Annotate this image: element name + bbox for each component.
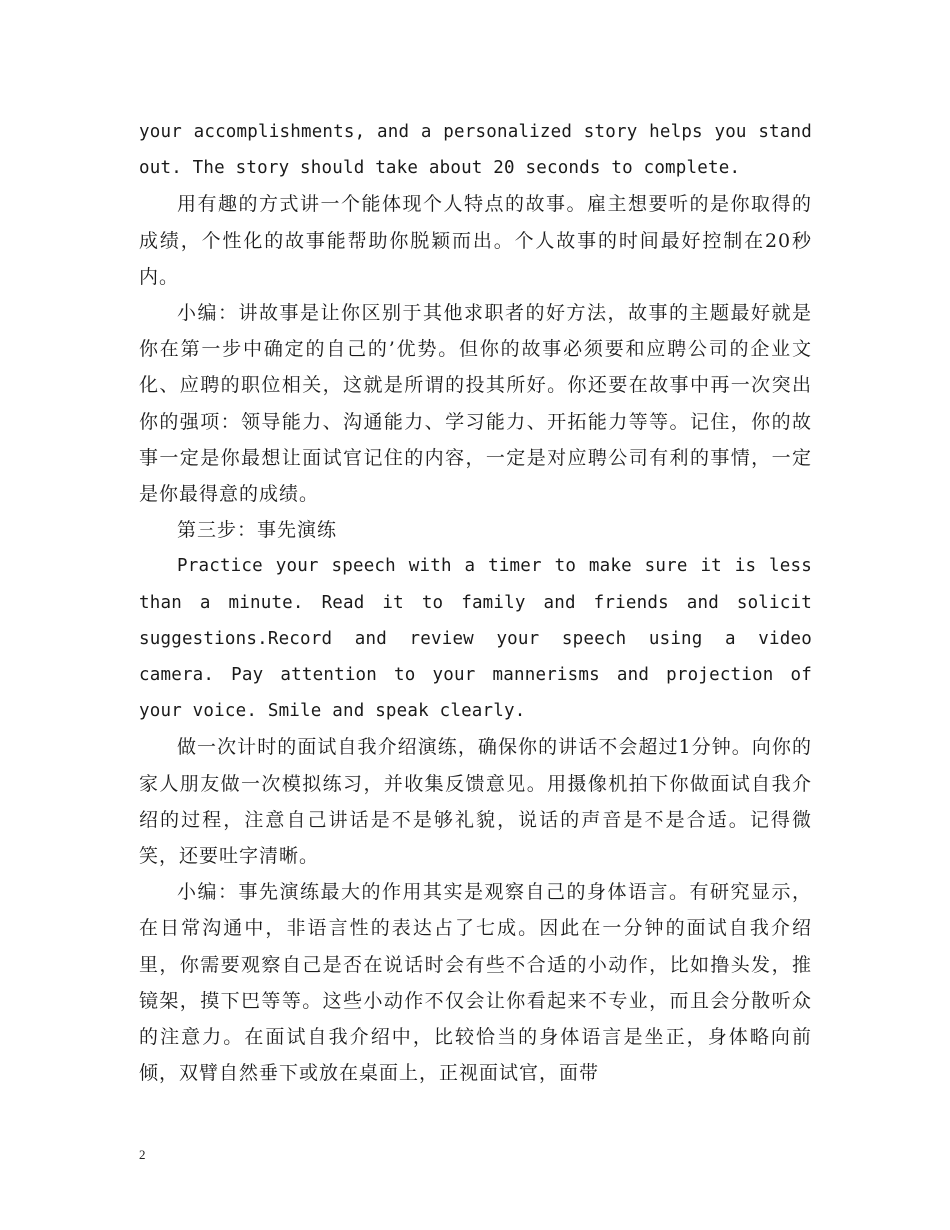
paragraph-chinese-story-translation: 用有趣的方式讲一个能体现个人特点的故事。雇主想要听的是你取得的成绩，个性化的故事能帮助你脱颖而出。个人故事的时间最好控制在20秒内。 [139,193,812,288]
paragraph-editor-note-story: 小编：讲故事是让你区别于其他求职者的好方法，故事的主题最好就是你在第一步中确定的自己的’优势。但你的故事必须要和应聘公司的企业文化、应聘的职位相关，这就是所谓的投其所好。你还要在故事中再一次突出你的强项：领导能力、沟通能力、学习能力、开拓能力等等。记住，你的故事一定是你最想让面试官记住的内容，一定是对应聘公司有利的事情，一定是你最得意的成绩。 [139,302,812,506]
paragraph-chinese-practice-translation: 做一次计时的面试自我介绍演练，确保你的讲话不会超过1分钟。向你的家人朋友做一次模拟练习，并收集反馈意见。用摄像机拍下你做面试自我介绍的过程，注意自己讲话是不是够礼貌，说话的声音是不是合适。记得微笑，还要吐字清晰。 [139,736,812,868]
paragraph-english-practice: Practice your speech with a timer to make sure it is less than a minute. Read it to family and friends and solicit suggestions.Record and review your speech using a video camera. Pay attention to your mannerisms and projection of your voice. Smile and speak clearly. [139,556,812,722]
page-number: 2 [139,1147,146,1162]
section-heading-step-three: 第三步：事先演练 [177,519,338,542]
paragraph-editor-note-body-language: 小编：事先演练最大的作用其实是观察自己的身体语言。有研究显示，在日常沟通中，非语言性的表达占了七成。因此在一分钟的面试自我介绍里，你需要观察自己是否在说话时会有些不合适的小动作，比如撸头发，推镜架，摸下巴等等。这些小动作不仅会让你看起来不专业，而且会分散听众的注意力。在面试自我介绍中，比较恰当的身体语言是坐正，身体略向前倾，双臂自然垂下或放在桌面上，正视面试官，面带 [139,881,812,1085]
document-body [139,114,812,1091]
paragraph-english-story-intro: your accomplishments, and a personalized story helps you stand out. The story should take about 20 seconds to complete. [139,122,812,179]
